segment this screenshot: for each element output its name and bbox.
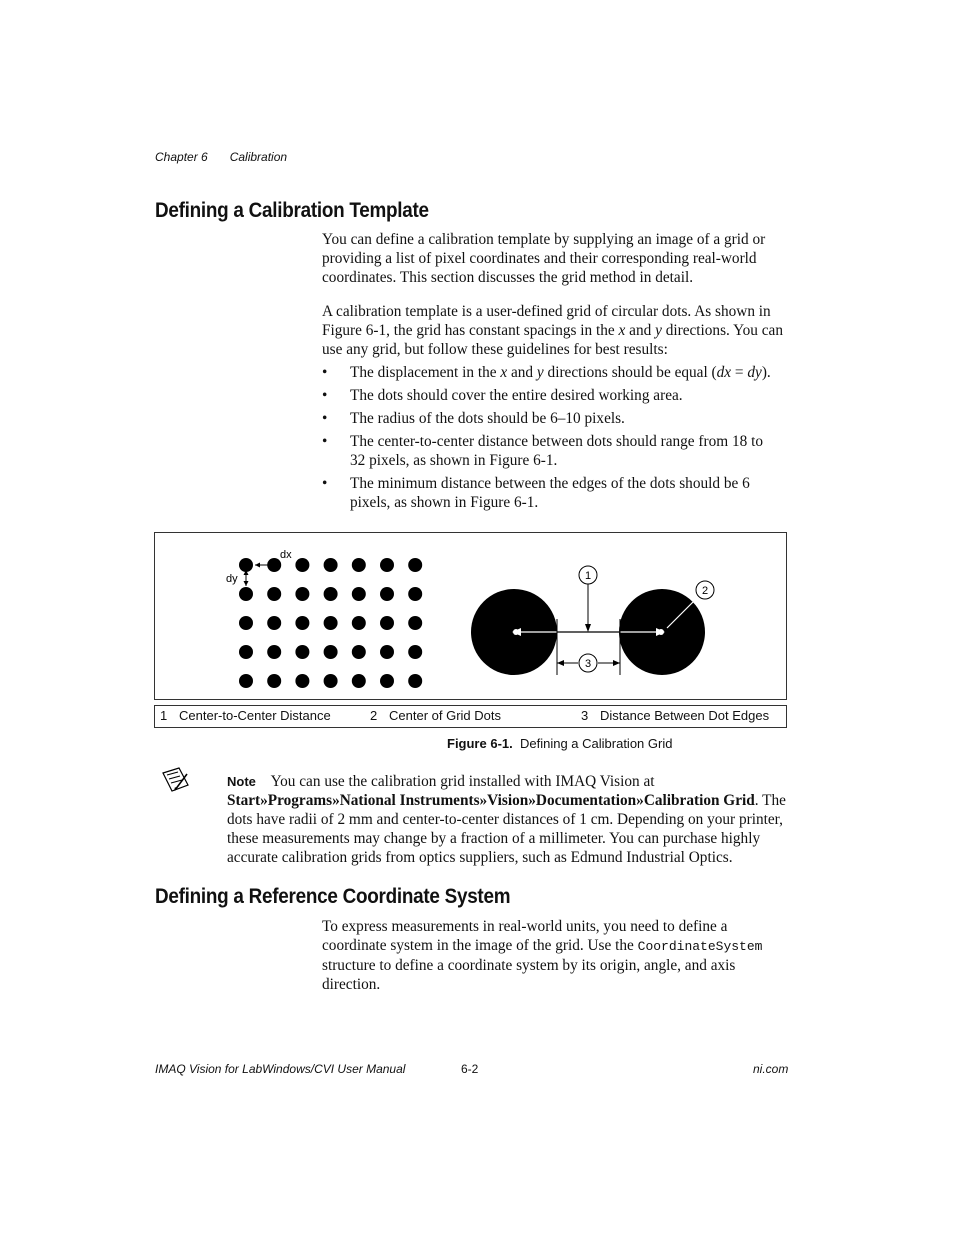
bullet-icon: • [322,410,328,427]
list-text: The displacement in the [350,364,501,381]
var-y: y [655,322,662,339]
section-title-reference-coordinate: Defining a Reference Coordinate System [155,885,511,908]
paragraph-text: A calibration template is a user-defined grid of circular dots. As shown in Figure 6-1, the grid has constant spacings in the [322,303,771,339]
grid-dot [380,616,394,630]
header-chapter: Chapter 6 [155,150,208,164]
bullet-icon: • [322,433,328,450]
grid-dot [324,645,338,659]
grid-dot [408,558,422,572]
paragraph-text: directions. You can use any grid, but follow these guidelines for best results: [322,322,783,358]
grid-dot [380,558,394,572]
list-item [322,432,770,470]
edge-arrowhead-right [613,660,620,666]
list-text: The radius of the dots should be 6–10 pixels. [350,410,625,427]
grid-dot [295,674,309,688]
legend-text-2: Center of Grid Dots [389,708,501,723]
list-text: The dots should cover the entire desired working area. [350,387,683,404]
running-header [155,150,287,164]
footer-manual: IMAQ Vision for LabWindows/CVI User Manual [155,1062,406,1076]
grid-dot [324,674,338,688]
grid-dot [267,616,281,630]
dx-arrowhead-left [255,563,260,568]
dot-grid [239,558,422,688]
figure-calibration-grid [154,532,787,700]
header-section: Calibration [229,150,288,164]
figure-legend [154,705,787,728]
grid-dot [352,616,366,630]
list-text: and [507,364,537,381]
paragraph-text: structure to define a coordinate system by its origin, angle, and axis direction. [322,957,736,993]
grid-dot [239,558,253,572]
grid-dot [239,587,253,601]
callout-1-arrowhead [585,624,591,632]
grid-dot [239,645,253,659]
grid-dot [324,558,338,572]
note-icon [161,766,191,799]
note-block [227,772,792,867]
grid-dot [239,674,253,688]
footer-page-number: 6-2 [461,1062,479,1076]
note-text: You can use the calibration grid installed with IMAQ Vision at [270,773,655,790]
grid-dot [408,674,422,688]
var-x: x [500,364,508,381]
paragraph-coordinate-system [322,917,787,994]
grid-dot [352,558,366,572]
grid-dot [352,645,366,659]
paragraph-grid [322,302,792,359]
grid-dot [408,587,422,601]
grid-dot [380,674,394,688]
grid-dot [295,587,309,601]
callout-2-label: 2 [701,585,709,597]
list-text: = [731,364,748,381]
figure-caption [447,736,672,751]
legend-text-1: Center-to-Center Distance [179,708,331,723]
grid-dot [295,616,309,630]
dy-arrowhead-bottom [244,581,249,586]
paragraph-text: and [625,322,656,339]
edge-arrowhead-left [557,660,564,666]
list-item [322,474,770,512]
note-text: . The dots have radii of 2 mm and center-to-center distances of 1 cm. Depending on your printer, these measurements may change by a fraction of a millimeter. You can purchase highly accurate calibration grids from optics suppliers, such as Edmund Industrial Optics. [227,792,786,866]
legend-num-3: 3 [581,708,589,723]
paragraph-intro: You can define a calibration template by supplying an image of a grid or providing a list of pixel coordinates and their corresponding real-world coordinates. This section discusses the grid method in detail. [322,231,766,286]
caption-label: Figure 6-1. [447,736,513,751]
grid-dot [267,645,281,659]
grid-dot [295,558,309,572]
bullet-icon: • [322,387,328,404]
paragraph-text: To express measurements in real-world units, you need to define a coordinate system in the image of the grid. Use the [322,918,728,954]
dy-label: dy [226,573,238,585]
dx-label: dx [280,549,292,561]
callout-3-label: 3 [584,658,592,670]
section-title-calibration-template: Defining a Calibration Template [155,199,429,222]
grid-dot [352,674,366,688]
footer-site: ni.com [753,1062,789,1076]
caption-text: Defining a Calibration Grid [519,736,673,751]
var-y: y [536,364,544,381]
list-item [322,409,792,428]
legend-num-1: 1 [160,708,168,723]
guidelines-list [322,363,792,516]
list-item [322,363,792,382]
grid-dot [267,587,281,601]
list-text: directions should be equal ( [543,364,717,381]
grid-dot [380,587,394,601]
grid-dot [408,645,422,659]
grid-dot [267,674,281,688]
grid-dot [295,645,309,659]
grid-dot [324,587,338,601]
list-text: ). [761,364,771,381]
grid-dot [239,616,253,630]
legend-num-2: 2 [370,708,378,723]
grid-dot [408,616,422,630]
note-path: Start»Programs»National Instruments»Vision»Documentation»Calibration Grid [227,792,755,809]
var-x: x [618,322,626,339]
callout-1-label: 1 [584,570,592,582]
list-item [322,386,792,405]
code-coordinate-system: CoordinateSystem [637,939,763,954]
grid-dot [352,587,366,601]
note-label: Note [227,774,256,789]
grid-dot [324,616,338,630]
var-dx: dx [716,364,732,381]
bullet-icon: • [322,475,328,492]
list-text: The center-to-center distance between dots should range from 18 to 32 pixels, as shown in Figure 6-1. [350,433,763,469]
bullet-icon: • [322,364,328,381]
var-dy: dy [747,364,762,381]
legend-text-3: Distance Between Dot Edges [600,708,770,723]
grid-dot [380,645,394,659]
figure-diagram [155,533,786,699]
list-text: The minimum distance between the edges of the dots should be 6 pixels, as shown in Figure 6-1. [350,475,750,511]
